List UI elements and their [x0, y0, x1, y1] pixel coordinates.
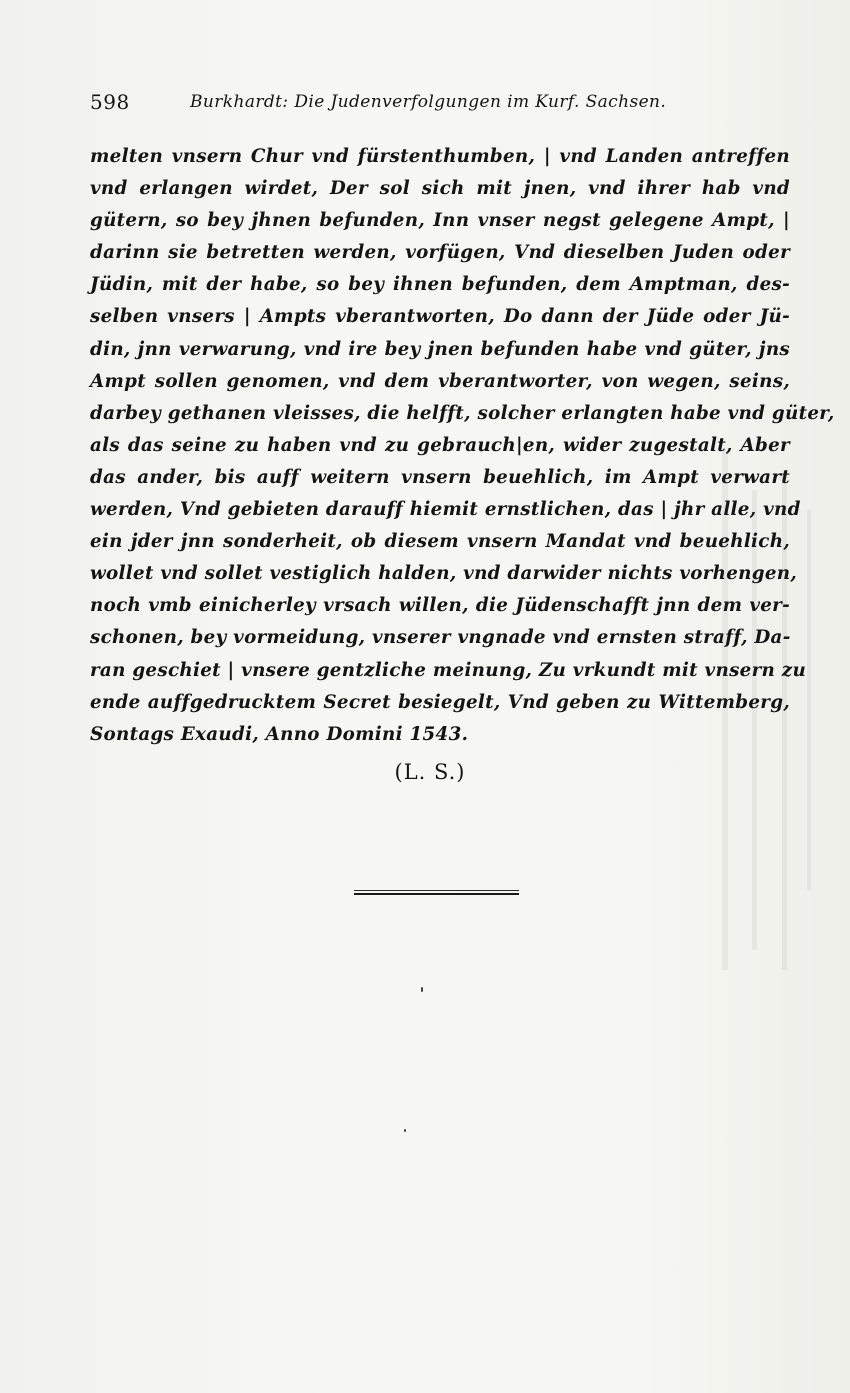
page-header: [90, 90, 790, 120]
text-line: ran geschiet | vnsere gentzliche meinung, Zu vrkundt mit vnsern zu: [90, 659, 807, 681]
body-text: [90, 141, 835, 751]
paper-speck: [404, 1129, 406, 1132]
text-line: wollet vnd sollet vestiglich halden, vnd darwider nichts vorhengen,: [90, 563, 798, 585]
paper-speck: [421, 987, 423, 992]
text-line: selben vnsers | Ampts vberantworten, Do dann der Jüde oder Jü-: [90, 306, 790, 328]
divider-thick-line: [354, 893, 519, 895]
text-line: vnd erlangen wirdet, Der sol sich mit jnen, vnd ihrer hab vnd: [90, 178, 790, 200]
text-line: darbey gethanen vleisses, die helfft, solcher erlangten habe vnd güter,: [90, 402, 835, 424]
divider-thin-line: [354, 890, 519, 891]
section-divider: [354, 890, 519, 896]
text-line: das ander, bis auff weitern vnsern beuehlich, im Ampt verwart: [90, 466, 790, 488]
running-head: Burkhardt: Die Judenverfolgungen im Kurf. Sachsen.: [190, 92, 667, 112]
text-line: schonen, bey vormeidung, vnserer vngnade vnd ernsten straff, Da-: [90, 627, 791, 649]
text-line: noch vmb einicherley vrsach willen, die Jüdenschafft jnn dem ver-: [90, 595, 790, 617]
show-through-band: [807, 510, 811, 890]
text-line-last: Sontags Exaudi, Anno Domini 1543.: [90, 723, 469, 745]
text-line: gütern, so bey jhnen befunden, Inn vnser negst gelegene Ampt, |: [90, 210, 790, 232]
text-line: darinn sie betretten werden, vorfügen, Vnd dieselben Juden oder: [90, 242, 790, 264]
text-line: melten vnsern Chur vnd fürstenthumben, | vnd Landen antreffen: [90, 146, 790, 167]
text-line: werden, Vnd gebieten darauff hiemit ernstlichen, das | jhr alle, vnd: [90, 499, 801, 521]
page-number: 598: [90, 90, 130, 114]
text-line: din, jnn verwarung, vnd ire bey jnen befunden habe vnd güter, jns: [90, 338, 790, 360]
text-line: Jüdin, mit der habe, so bey ihnen befunden, dem Amptman, des-: [90, 274, 790, 296]
text-line: ein jder jnn sonderheit, ob diesem vnsern Mandat vnd beuehlich,: [90, 531, 790, 553]
text-line: als das seine zu haben vnd zu gebrauch|en, wider zugestalt, Aber: [90, 434, 790, 456]
text-line: ende auffgedrucktem Secret besiegelt, Vnd geben zu Wittemberg,: [90, 691, 790, 713]
seal-mark: (L. S.): [394, 760, 466, 784]
text-line: Ampt sollen genomen, vnd dem vberantworter, von wegen, seins,: [90, 370, 790, 392]
